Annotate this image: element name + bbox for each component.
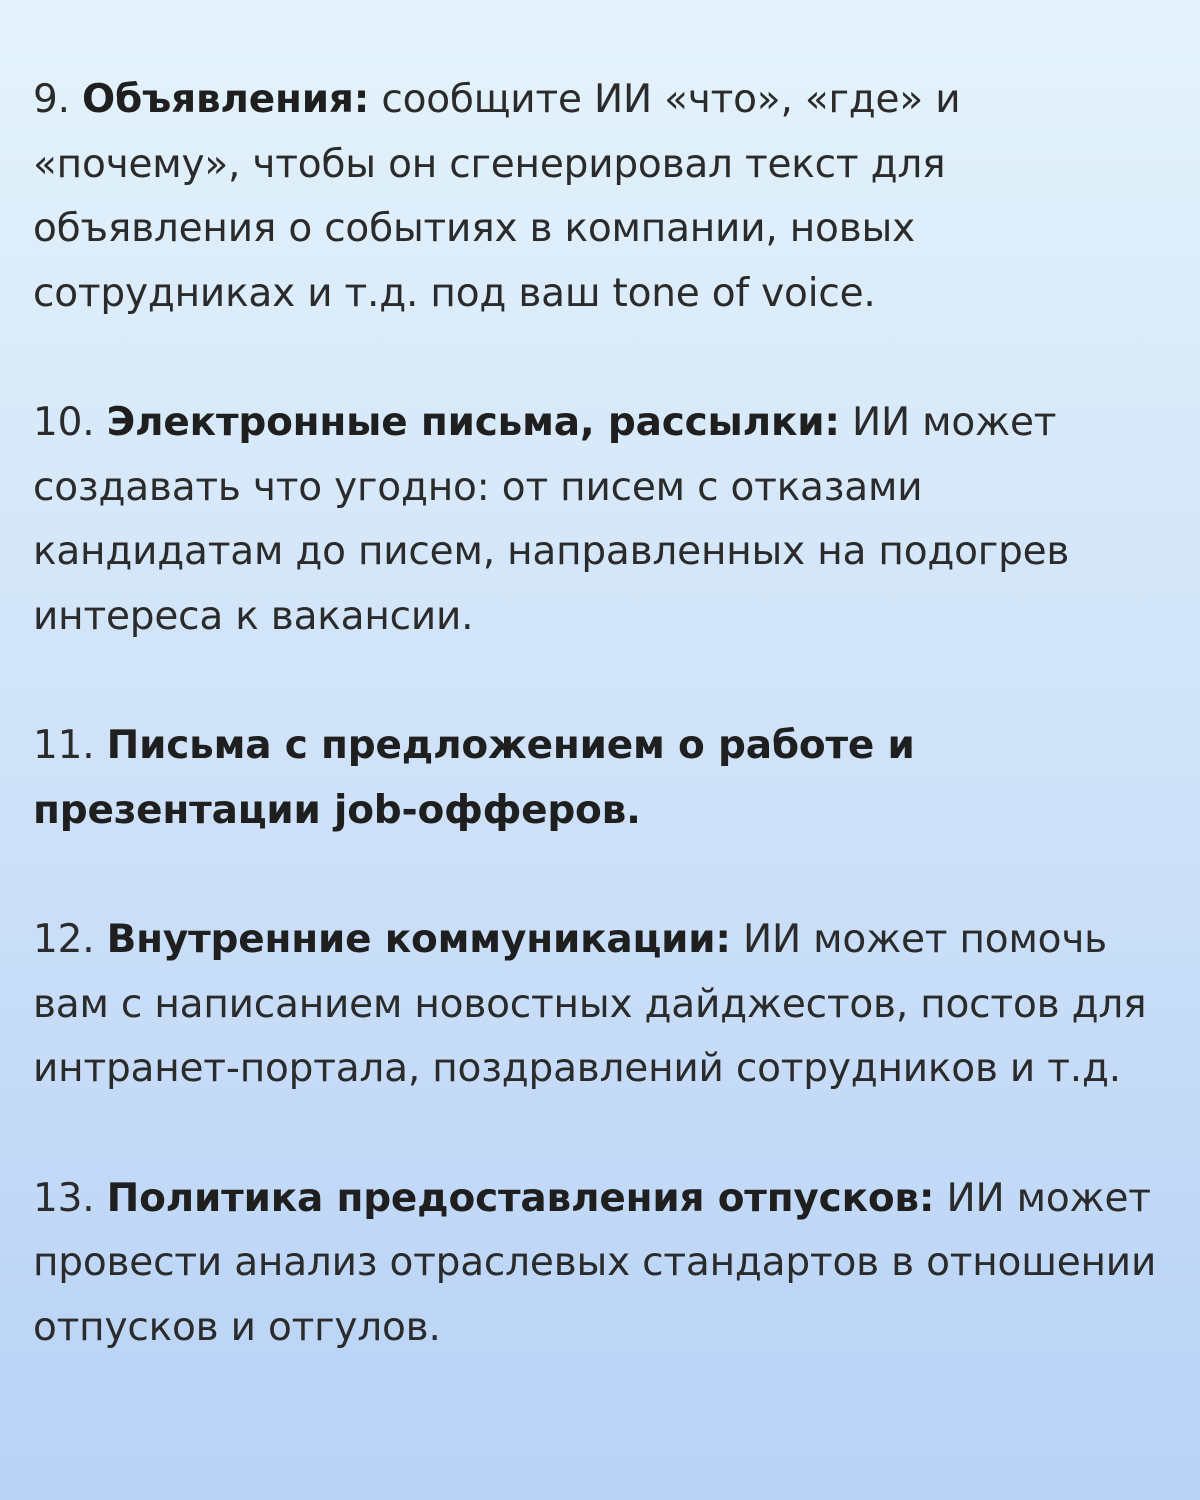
item-heading: Политика предоставления отпусков: bbox=[106, 1175, 935, 1221]
item-heading: Письма с предложением о работе и презентации job-офферов. bbox=[33, 723, 915, 833]
item-text: ИИ может создавать что угодно: от писем с отказами кандидатам до писем, направленных на подогрев интереса к вакансии. bbox=[33, 400, 1070, 639]
item-heading: Электронные письма, рассылки: bbox=[106, 400, 840, 445]
item-text: ИИ может помочь вам с написанием новостных дайджестов, постов для интранет-портала, поздравлений сотрудников и т.д. bbox=[33, 917, 1147, 1091]
item-text: ИИ может провести анализ отраслевых стандартов в отношении отпусков и отгулов. bbox=[33, 1175, 1157, 1350]
list-item-9 bbox=[33, 68, 1170, 326]
list-item-12 bbox=[33, 908, 1170, 1102]
item-number: 9. bbox=[33, 77, 70, 122]
item-number: 12. bbox=[33, 917, 95, 962]
item-text: сообщите ИИ «что», «где» и «почему», чтобы он сгенерировал текст для объявления о событиях в компании, новых сотрудниках и т.д. под ваш tone of voice. bbox=[33, 77, 961, 316]
list-item-11 bbox=[33, 714, 1170, 843]
item-heading: Объявления: bbox=[82, 77, 370, 122]
item-number: 11. bbox=[33, 723, 95, 768]
item-number: 13. bbox=[33, 1175, 95, 1221]
item-heading: Внутренние коммуникации: bbox=[106, 917, 731, 962]
list-item-13 bbox=[33, 1167, 1170, 1361]
item-number: 10. bbox=[33, 400, 95, 445]
list-item-10 bbox=[33, 391, 1170, 649]
